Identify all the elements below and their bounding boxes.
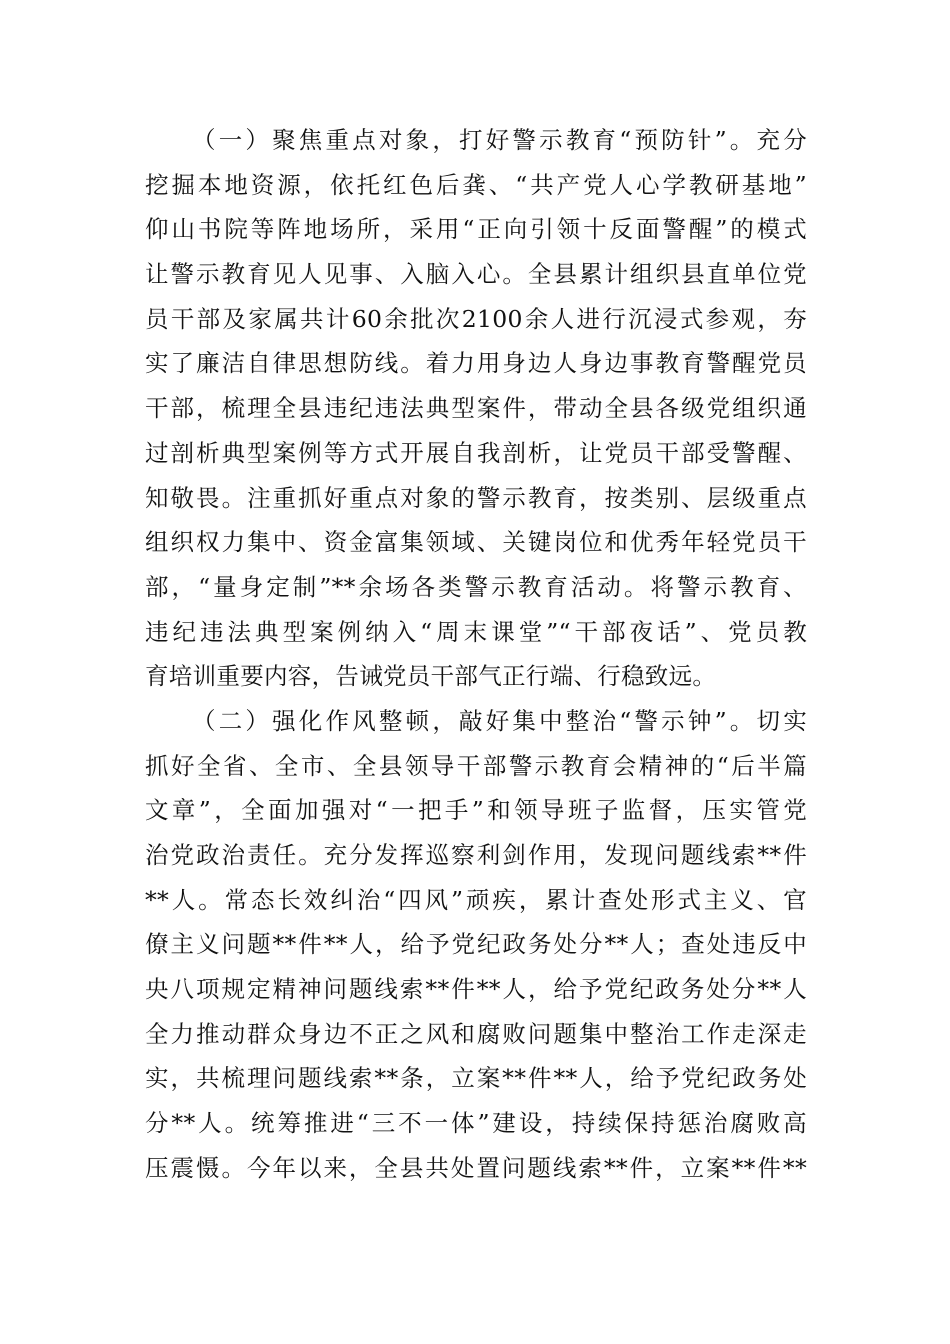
text-line: 仰山书院等阵地场所，采用“正向引领十反面警醒”的模式 — [145, 215, 807, 244]
text-line: 抓好全省、全市、全县领导干部警示教育会精神的“后半篇 — [145, 751, 807, 780]
paragraph-1 — [145, 118, 807, 699]
text-line: **人。常态长效纠治“四风”顽疾，累计查处形式主义、官 — [145, 885, 807, 914]
text-line: 僚主义问题**件**人，给予党纪政务处分**人；查处违反中 — [145, 930, 807, 959]
text-line: 让警示教育见人见事、入脑入心。全县累计组织县直单位党 — [145, 260, 807, 289]
text-line: 干部，梳理全县违纪违法典型案件，带动全县各级党组织通 — [145, 394, 807, 423]
text-line: 过剖析典型案例等方式开展自我剖析，让党员干部受警醒、 — [145, 438, 807, 467]
text-line: 知敬畏。注重抓好重点对象的警示教育，按类别、层级重点 — [145, 483, 807, 512]
text-line: （一）聚焦重点对象，打好警示教育“预防针”。充分 — [192, 126, 807, 154]
text-line: 全力推动群众身边不正之风和腐败问题集中整治工作走深走 — [145, 1019, 807, 1048]
text-line: 文章”，全面加强对“一把手”和领导班子监督，压实管党 — [145, 796, 807, 825]
text-line: 违纪违法典型案例纳入“周末课堂”“干部夜话”、党员教 — [145, 617, 807, 646]
body-text — [145, 118, 807, 1191]
text-line: 实了廉洁自律思想防线。着力用身边人身边事教育警醒党员 — [145, 349, 807, 378]
text-line: 压震慑。今年以来，全县共处置问题线索**件，立案**件** — [145, 1153, 807, 1182]
text-line: （二）强化作风整顿，敲好集中整治“警示钟”。切实 — [192, 706, 807, 735]
text-line: 组织权力集中、资金富集领域、关键岗位和优秀年轻党员干 — [145, 528, 807, 557]
text-line: 央八项规定精神问题线索**件**人，给予党纪政务处分**人 — [145, 975, 807, 1004]
text-line: 实，共梳理问题线索**条，立案**件**人，给予党纪政务处 — [145, 1064, 807, 1093]
text-line: 治党政治责任。充分发挥巡察利剑作用，发现问题线索**件 — [145, 841, 807, 869]
paragraph-2 — [145, 699, 807, 1191]
text-line: 挖掘本地资源，依托红色后龚、“共产党人心学教研基地” — [145, 170, 807, 199]
text-line: 员干部及家属共计60余批次2100余人进行沉浸式参观，夯 — [145, 304, 807, 333]
text-line: 育培训重要内容，告诫党员干部气正行端、行稳致远。 — [145, 662, 717, 691]
text-line: 部，“量身定制”**余场各类警示教育活动。将警示教育、 — [145, 572, 807, 601]
text-line: 分**人。统筹推进“三不一体”建设，持续保持惩治腐败高 — [145, 1109, 807, 1138]
